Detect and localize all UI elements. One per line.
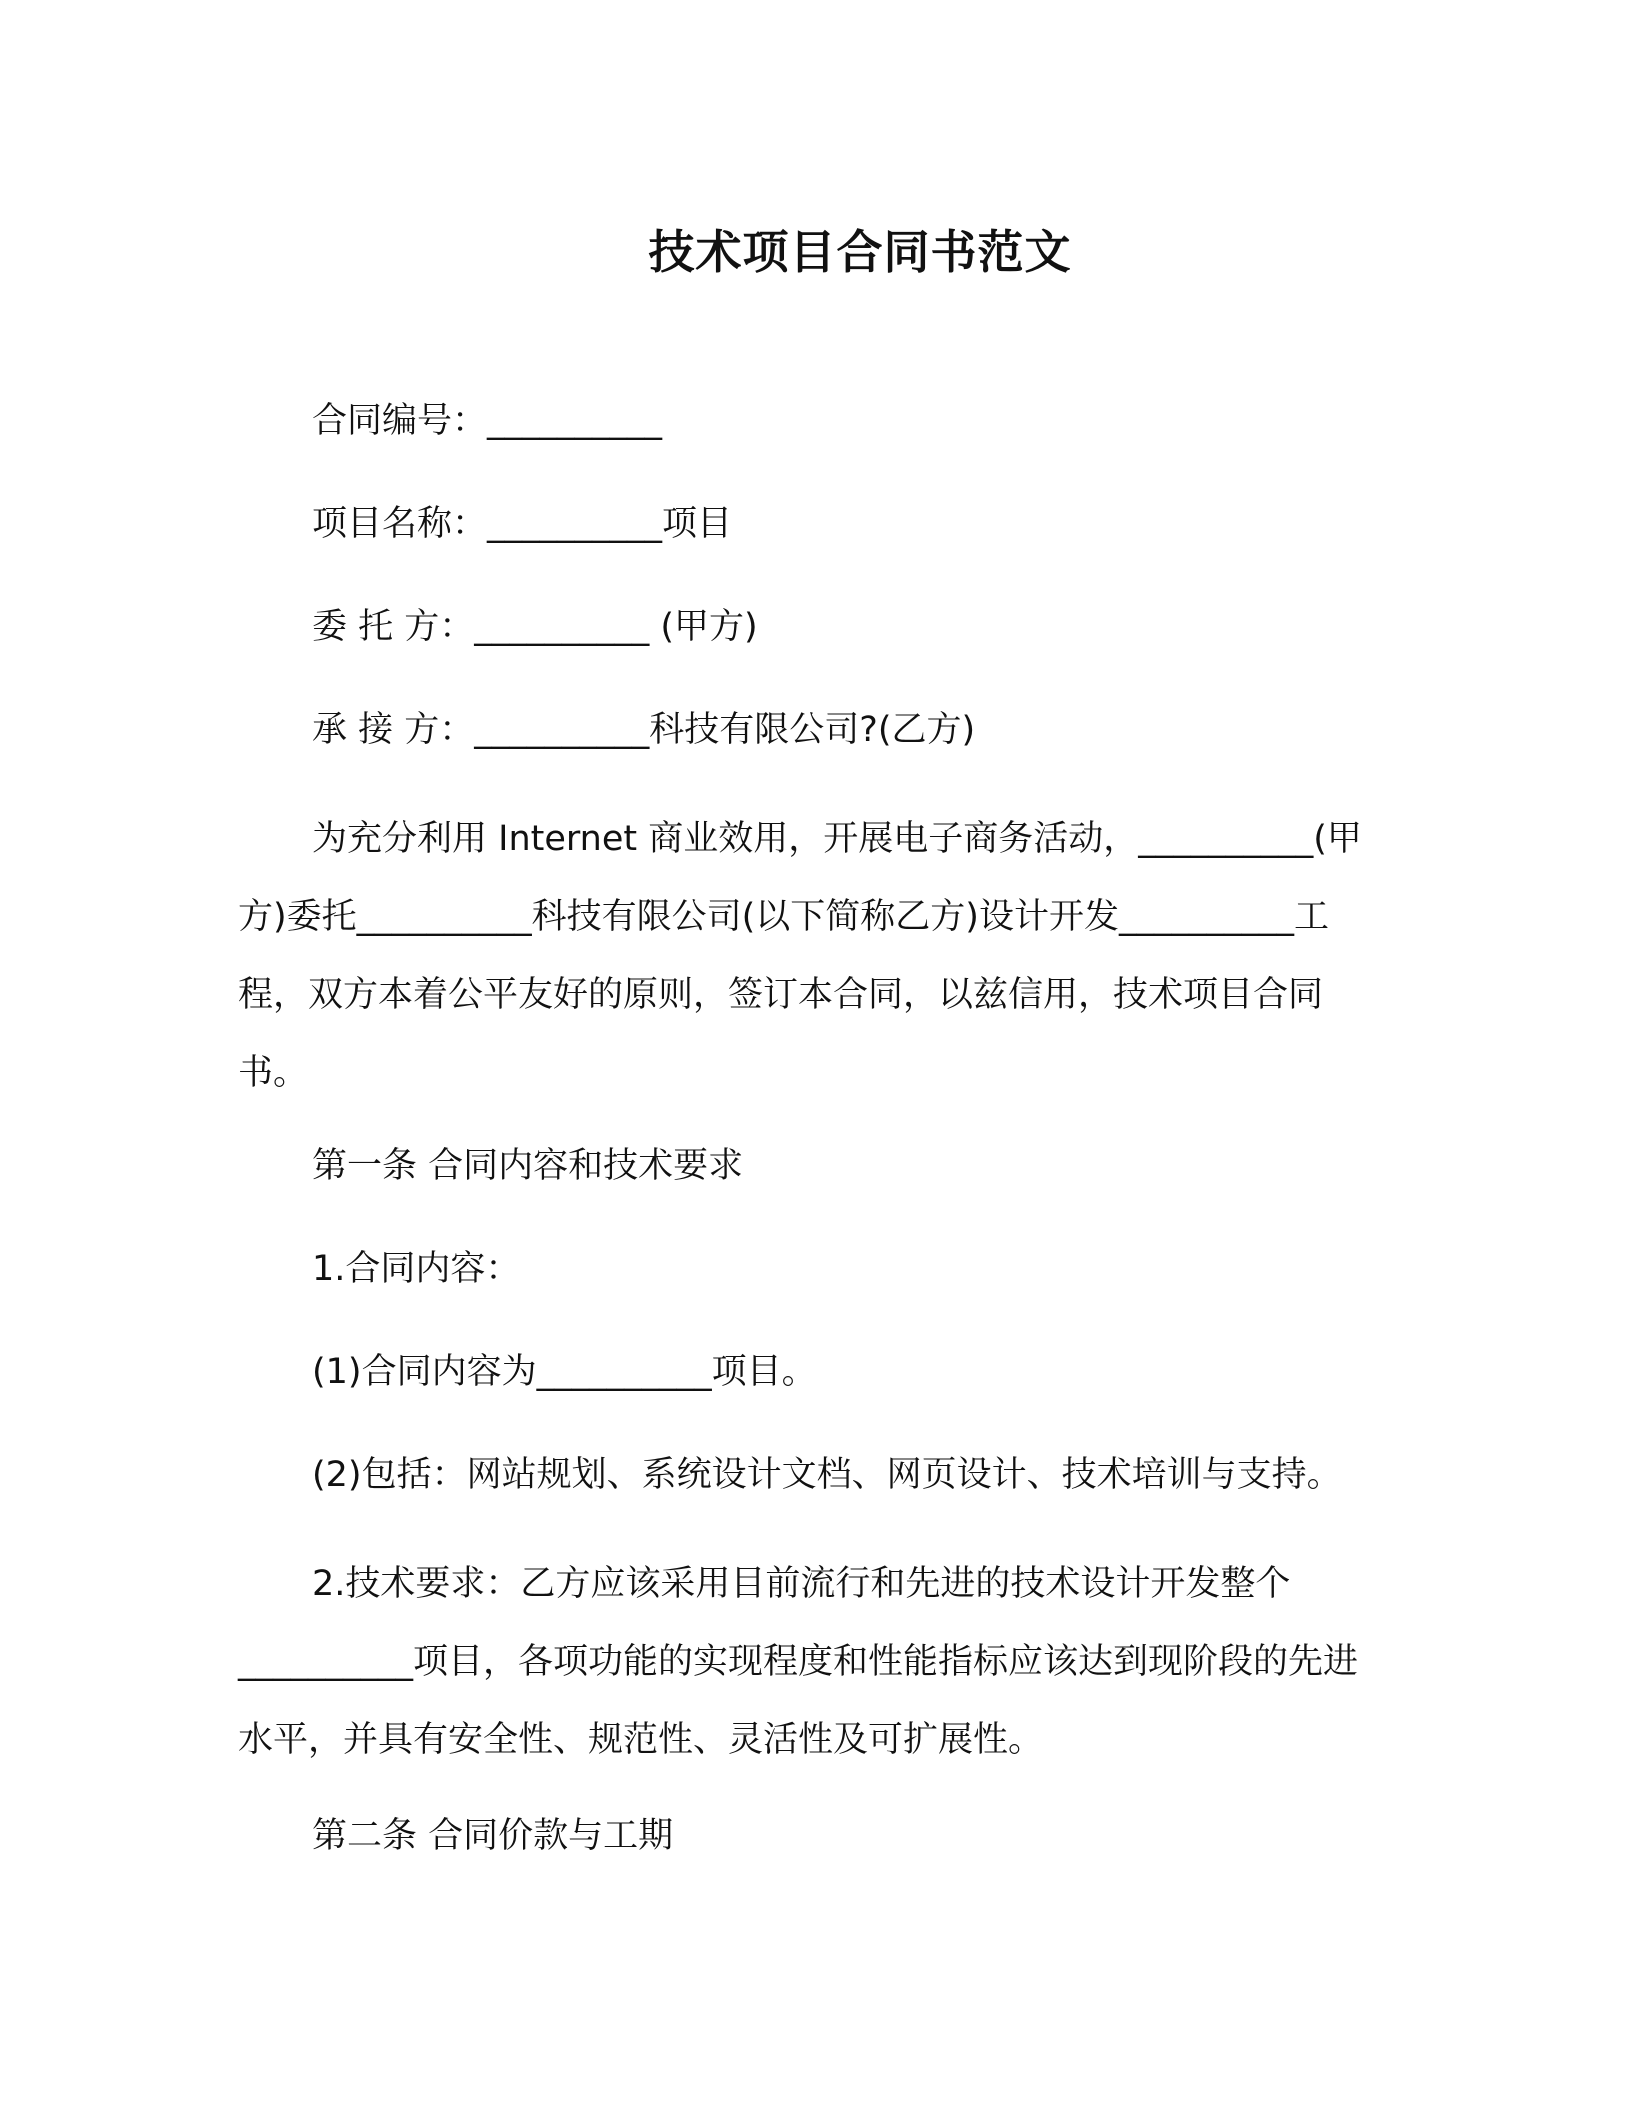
article-1-subheading-content: 1.合同内容： <box>312 1249 521 1289</box>
document-title: 技术项目合同书范文 <box>648 225 1072 279</box>
article-2-heading: 第二条 合同价款与工期 <box>312 1816 674 1856</box>
technical-requirements-paragraph: 2.技术要求：乙方应该采用目前流行和先进的技术设计开发整个__________项目，各项功能的实现程度和性能指标应该达到现阶段的先进水平，并具有安全性、规范性、灵活性及可扩展性。 <box>238 1564 1359 1760</box>
article-1-item-2: (2)包括：网站规划、系统设计文档、网页设计、技术培训与支持。 <box>312 1455 1342 1495</box>
article-1-heading: 第一条 合同内容和技术要求 <box>312 1146 744 1186</box>
contractor-party-field: 承 接 方：__________科技有限公司?(乙方) <box>312 710 976 750</box>
client-party-field: 委 托 方：__________ (甲方) <box>312 607 758 647</box>
project-name-field: 项目名称：__________项目 <box>312 504 733 544</box>
article-1-item-1: (1)合同内容为__________项目。 <box>312 1352 817 1392</box>
intro-paragraph: 为充分利用 Internet 商业效用，开展电子商务活动，__________(甲方)委托__________科技有限公司(以下简称乙方)设计开发__________工程，双方本着公平友好的原则，签订本合同，以兹信用，技术项目合同书。 <box>238 819 1362 1093</box>
contract-number-field: 合同编号：__________ <box>312 401 663 441</box>
